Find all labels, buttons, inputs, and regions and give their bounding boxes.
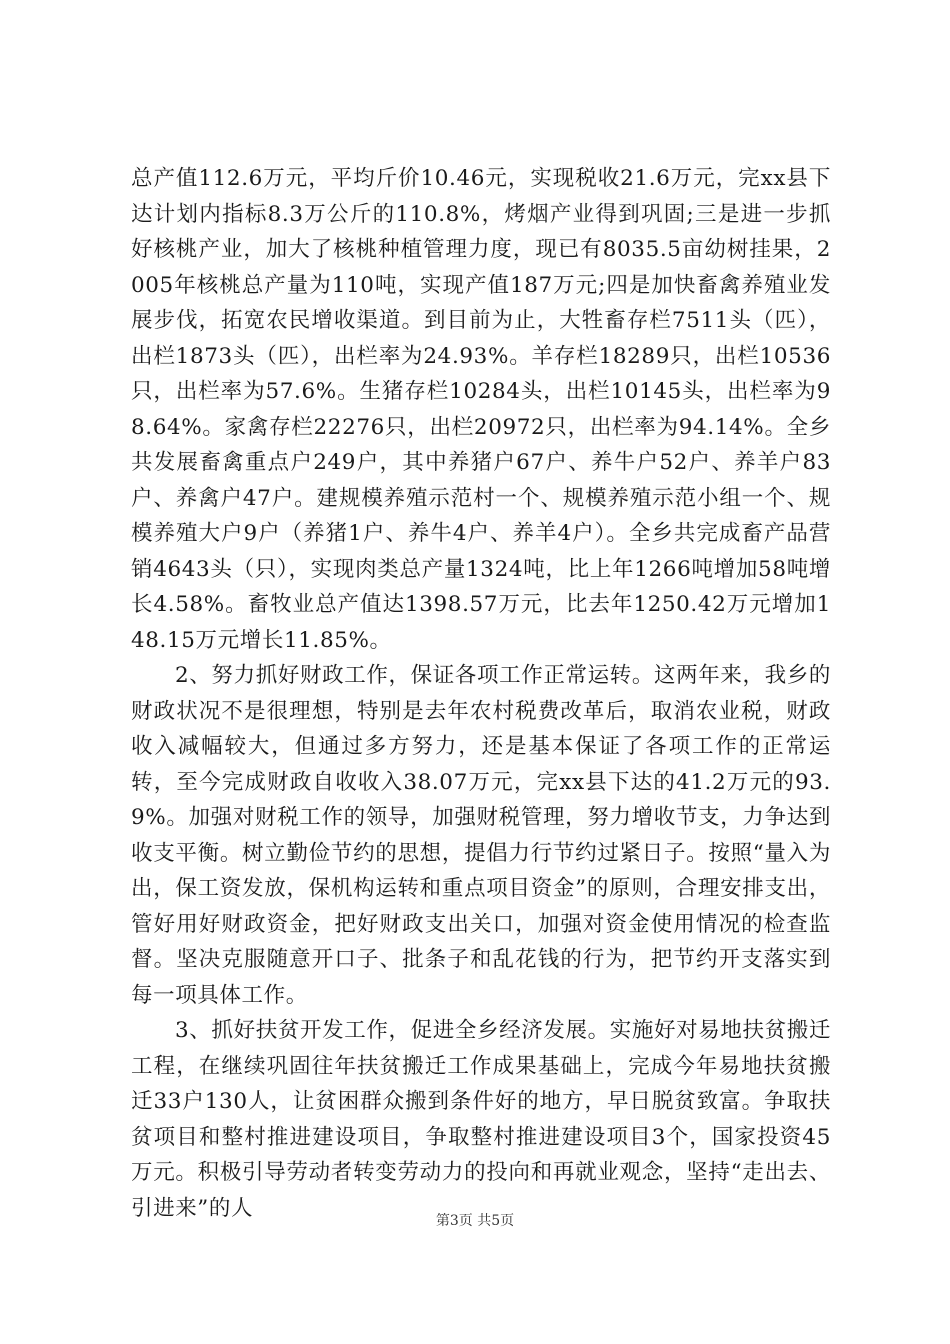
document-body	[131, 161, 831, 1226]
paragraph-livestock: 总产值112.6万元，平均斤价10.46元，实现税收21.6万元，完xx县下达计划内指标8.3万公斤的110.8%，烤烟产业得到巩固;三是进一步抓好核桃产业，加大了核桃种植管理力度，现已有8035.5亩幼树挂果，2005年核桃总产量为110吨，实现产值187万元;四是加快畜禽养殖业发展步伐，拓宽农民增收渠道。到目前为止，大牲畜存栏7511头（匹），出栏1873头（匹），出栏率为24.93%。羊存栏18289只，出栏10536只，出栏率为57.6%。生猪存栏10284头，出栏10145头，出栏率为98.64%。家禽存栏22276只，出栏20972只，出栏率为94.14%。全乡共发展畜禽重点户249户，其中养猪户67户、养牛户52户、养羊户83户、养禽户47户。建规模养殖示范村一个、规模养殖示范小组一个、规模养殖大户9户（养猪1户、养牛4户、养羊4户）。全乡共完成畜产品营销4643头（只），实现肉类总产量1324吨，比上年1266吨增加58吨增长4.58%。畜牧业总产值达1398.57万元，比去年1250.42万元增加148.15万元增长11.85%。	[131, 166, 831, 653]
paragraph-poverty-relief: 3、抓好扶贫开发工作，促进全乡经济发展。实施好对易地扶贫搬迁工程，在继续巩固往年扶贫搬迁工作成果基础上，完成今年易地扶贫搬迁33户130人，让贫困群众搬到条件好的地方，早日脱贫致富。争取扶贫项目和整村推进建设项目，争取整村推进建设项目3个，国家投资45万元。积极引导劳动者转变劳动力的投向和再就业观念，坚持“走出去、引进来”的人	[131, 1018, 831, 1221]
paragraph-finance: 2、努力抓好财政工作，保证各项工作正常运转。这两年来，我乡的财政状况不是很理想，特别是去年农村税费改革后，取消农业税，财政收入减幅较大，但通过多方努力，还是基本保证了各项工作的正常运转，至今完成财政自收收入38.07万元，完xx县下达的41.2万元的93.9%。加强对财税工作的领导，加强财税管理，努力增收节支，力争达到收支平衡。树立勤俭节约的思想，提倡力行节约过紧日子。按照“量入为出，保工资发放，保机构运转和重点项目资金”的原则，合理安排支出，管好用好财政资金，把好财政支出关口，加强对资金使用情况的检查监督。坚决克服随意开口子、批条子和乱花钱的行为，把节约开支落实到每一项具体工作。	[131, 663, 831, 1008]
page-number-footer: 第3页 共5页	[435, 1213, 515, 1229]
